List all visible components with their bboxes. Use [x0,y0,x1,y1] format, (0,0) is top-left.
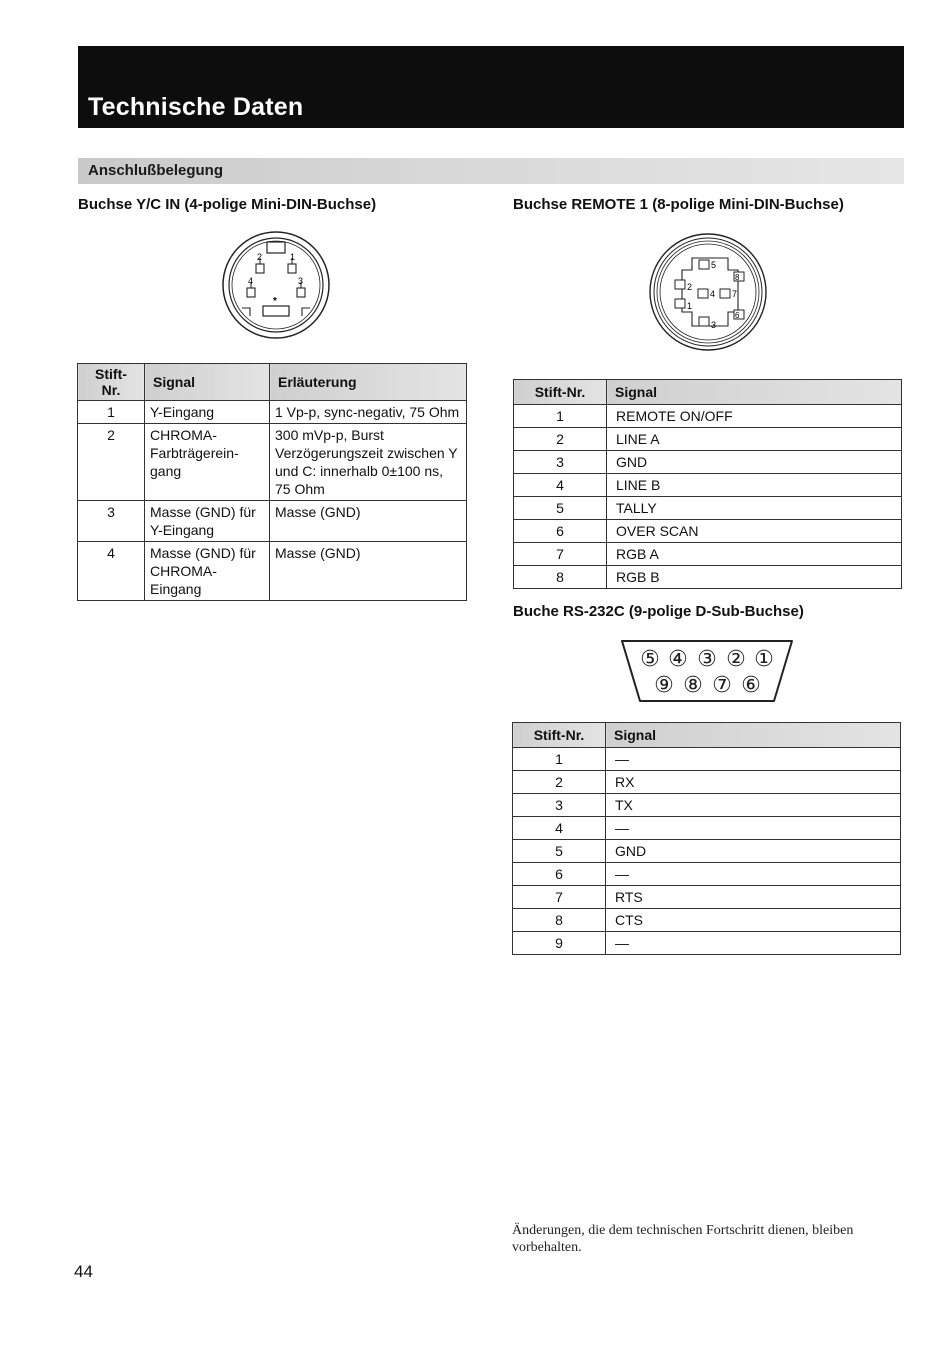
table-row [78,401,467,424]
pin-number: 7 [514,543,607,566]
pin-note: Masse (GND) [270,501,467,542]
page-number: 44 [74,1262,93,1281]
table-header-row [514,380,902,405]
rs232c-table [512,722,901,955]
pin-number: 1 [513,748,606,771]
yc-in-connector-diagram [220,228,332,342]
rs232-pin-2-glyph: ② [726,647,746,672]
pin-signal: — [606,817,901,840]
pin-number: 4 [513,817,606,840]
table-header-row [513,723,901,748]
yc-pin-label-1: 1 [290,252,296,262]
table-row [513,886,901,909]
rs232-pin-1-glyph: ① [754,647,774,672]
pin-number: 6 [514,520,607,543]
table-row [513,909,901,932]
remote1-connector-diagram [646,230,770,354]
pin-note: Masse (GND) [270,542,467,601]
pin-number: 4 [514,474,607,497]
column-header: Signal [607,380,902,405]
pin-signal: — [606,748,901,771]
table-row [513,817,901,840]
header-bar [78,46,904,128]
rs232-pin-5-glyph: ⑤ [640,647,660,672]
section-bar [78,158,904,184]
pin-number: 1 [78,401,145,424]
pin-signal: TX [606,794,901,817]
remote1-table [513,379,902,589]
pin-signal: LINE B [607,474,902,497]
pin-signal: GND [607,451,902,474]
pin-signal: TALLY [607,497,902,520]
pin-number: 2 [514,428,607,451]
table-row [513,932,901,955]
remote-pin-label-7: 7 [732,289,738,299]
pin-signal: REMOTE ON/OFF [607,405,902,428]
pin-signal: CTS [606,909,901,932]
rs232-pin-8-glyph: ⑧ [683,673,703,698]
table-row [78,424,467,501]
rs232c-heading: Buche RS-232C (9-polige D-Sub-Buchse) [513,603,804,620]
yc-in-table [77,363,467,601]
remote1-heading: Buchse REMOTE 1 (8-polige Mini-DIN-Buchse) [513,196,844,213]
remote-pin-label-3: 3 [711,320,717,330]
column-header: Signal [606,723,901,748]
remote-pin-label-6: 6 [735,311,740,320]
section-title: Anschlußbelegung [88,162,223,179]
rs232c-connector-diagram [614,635,796,707]
table-row [514,428,902,451]
pin-signal: Y-Eingang [145,401,270,424]
pin-number: 1 [514,405,607,428]
yc-pin-label-4: 4 [248,276,254,286]
yc-pin-label-2: 2 [257,252,263,262]
pin-signal: RTS [606,886,901,909]
pin-signal: Masse (GND) für CHROMA-Eingang [145,542,270,601]
pin-signal: LINE A [607,428,902,451]
table-row [514,543,902,566]
pin-number: 3 [513,794,606,817]
yc-marker: * [273,296,277,307]
pin-note: 300 mVp-p, Burst Verzögerungszeit zwischen Y und C: innerhalb 0±100 ns, 75 Ohm [270,424,467,501]
table-row [513,748,901,771]
table-row [78,501,467,542]
pin-signal: — [606,932,901,955]
table-row [514,474,902,497]
pin-number: 8 [513,909,606,932]
pin-number: 2 [513,771,606,794]
rs232-pin-3-glyph: ③ [697,647,717,672]
table-row [514,497,902,520]
pin-signal: RGB A [607,543,902,566]
column-header: Stift-Nr. [514,380,607,405]
yc-pin-label-3: 3 [298,276,304,286]
pin-number: 3 [514,451,607,474]
pin-number: 5 [513,840,606,863]
rs232-pin-4-glyph: ④ [668,647,688,672]
table-row [513,794,901,817]
table-row [514,520,902,543]
table-row [514,405,902,428]
pin-number: 8 [514,566,607,589]
rs232-pin-7-glyph: ⑦ [712,673,732,698]
pin-number: 9 [513,932,606,955]
pin-signal: RGB B [607,566,902,589]
column-header: Stift-Nr. [78,364,145,401]
table-row [514,566,902,589]
remote-pin-label-1: 1 [687,301,693,311]
pin-signal: Masse (GND) für Y-Eingang [145,501,270,542]
pin-number: 2 [78,424,145,501]
table-row [513,771,901,794]
table-row [514,451,902,474]
pin-number: 5 [514,497,607,520]
pin-number: 3 [78,501,145,542]
page-title: Technische Daten [88,93,304,121]
pin-signal: CHROMA-Farbträgerein-gang [145,424,270,501]
table-row [513,863,901,886]
table-header-row [78,364,467,401]
remote-pin-label-5: 5 [711,260,717,270]
remote-pin-label-2: 2 [687,282,693,292]
pin-number: 7 [513,886,606,909]
column-header: Stift-Nr. [513,723,606,748]
table-row [513,840,901,863]
pin-number: 6 [513,863,606,886]
table-row [78,542,467,601]
footer-note: Änderungen, die dem technischen Fortschritt dienen, bleiben vorbehalten. [512,1223,854,1255]
pin-signal: GND [606,840,901,863]
pin-number: 4 [78,542,145,601]
pin-signal: RX [606,771,901,794]
pin-note: 1 Vp-p, sync-negativ, 75 Ohm [270,401,467,424]
remote-pin-label-4: 4 [710,289,716,299]
rs232-pin-6-glyph: ⑥ [741,673,761,698]
pin-signal: — [606,863,901,886]
column-header: Signal [145,364,270,401]
column-header: Erläuterung [270,364,467,401]
yc-in-heading: Buchse Y/C IN (4-polige Mini-DIN-Buchse) [78,196,377,213]
remote-pin-label-8: 8 [735,273,740,282]
pin-signal: OVER SCAN [607,520,902,543]
rs232-pin-9-glyph: ⑨ [654,673,674,698]
